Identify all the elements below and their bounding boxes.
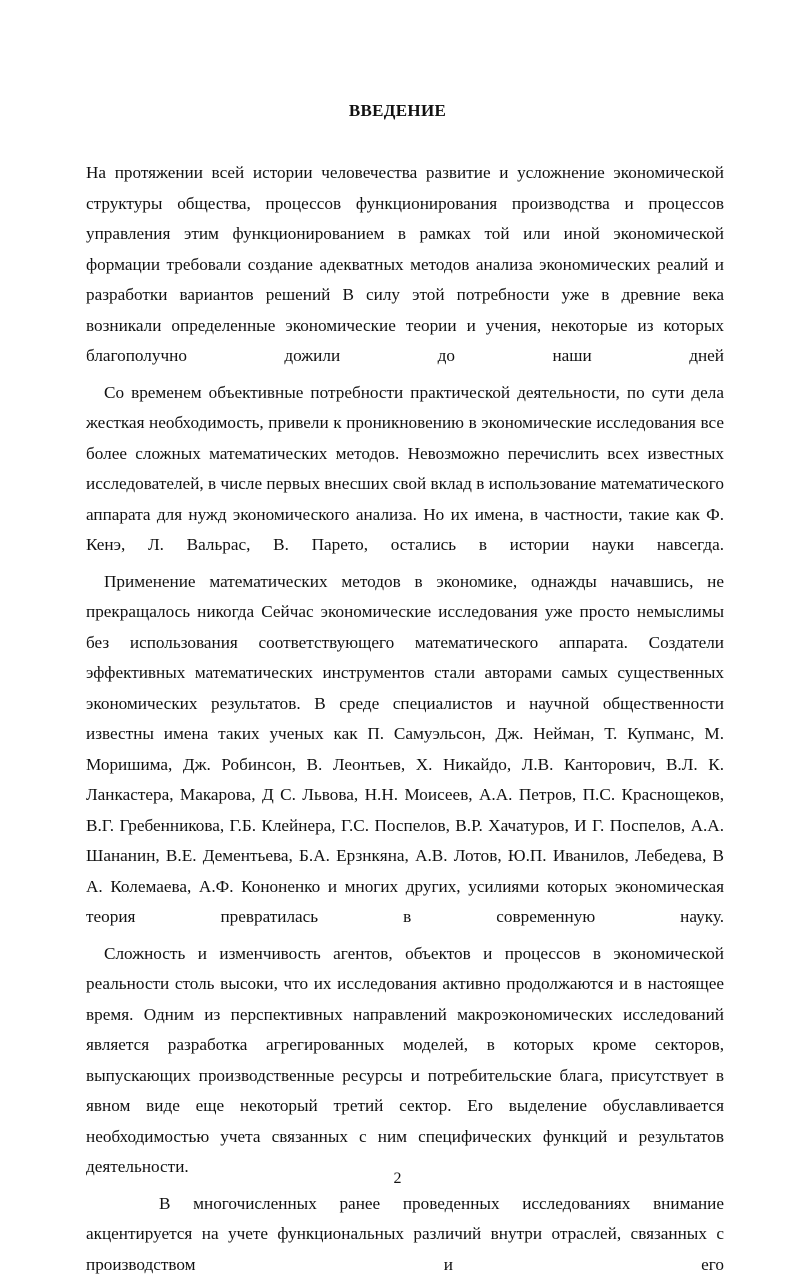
page-title: ВВЕДЕНИЕ: [0, 99, 795, 123]
body-text: [86, 158, 724, 1280]
paragraph: На протяжении всей истории человечества развитие и усложнение экономической структуры общества, процессов функционирования производства и процессов управления этим функционированием в рамках той или иной экономической формации требовали создание адекватных методов анализа экономических реалий и разработки вариантов решений В силу этой потребности уже в древние века возникали определенные экономические теории и учения, некоторые из которых благополучно дожили до наши дней: [86, 158, 724, 372]
paragraph: Применение математических методов в экономике, однажды начавшись, не прекращалось никогда Сейчас экономические исследования уже просто немыслимы без использования соответствующего математического аппарата. Создатели эффективных математических инструментов стали авторами самых существенных экономических результатов. В среде специалистов и научной общественности известны имена таких ученых как П. Самуэльсон, Дж. Нейман, Т. Купманс, М. Моришима, Дж. Робинсон, В. Леонтьев, Х. Никайдо, Л.В. Канторович, В.Л. К. Ланкастера, Макарова, Д С. Львова, Н.Н. Моисеев, А.А. Петров, П.С. Краснощеков, В.Г. Гребенникова, Г.Б. Клейнера, Г.С. Поспелов, В.Р. Хачатуров, И Г. Поспелов, А.А. Шананин, В.Е. Дементьева, Б.А. Ерзнкяна, А.В. Лотов, Ю.П. Иванилов, Лебедева, В А. Колемаева, А.Ф. Кононенко и многих других, усилиями которых экономическая теория превратилась в современную науку.: [86, 567, 724, 933]
page-number: 2: [0, 1169, 795, 1189]
paragraph: Со временем объективные потребности практической деятельности, по сути дела жесткая необходимость, привели к проникновению в экономические исследования все более сложных математических методов. Невозможно перечислить всех известных исследователей, в числе первых внесших свой вклад в использование математического аппарата для нужд экономического анализа. Но их имена, в частности, такие как Ф. Кенэ, Л. Вальрас, В. Парето, остались в истории науки навсегда.: [86, 378, 724, 561]
paragraph: Сложность и изменчивость агентов, объектов и процессов в экономической реальности столь высоки, что их исследования активно продолжаются и в настоящее время. Одним из перспективных направлений макроэкономических исследований является разработка агрегированных моделей, в которых кроме секторов, выпускающих производственные ресурсы и потребительские блага, присутствует в явном виде еще некоторый третий сектор. Его выделение обуславливается необходимостью учета связанных с ним специфических функций и результатов деятельности.: [86, 939, 724, 1183]
paragraph: В многочисленных ранее проведенных исследованиях внимание акцентируется на учете функциональных различий внутри отраслей, связанных с производством и его: [86, 1189, 724, 1280]
